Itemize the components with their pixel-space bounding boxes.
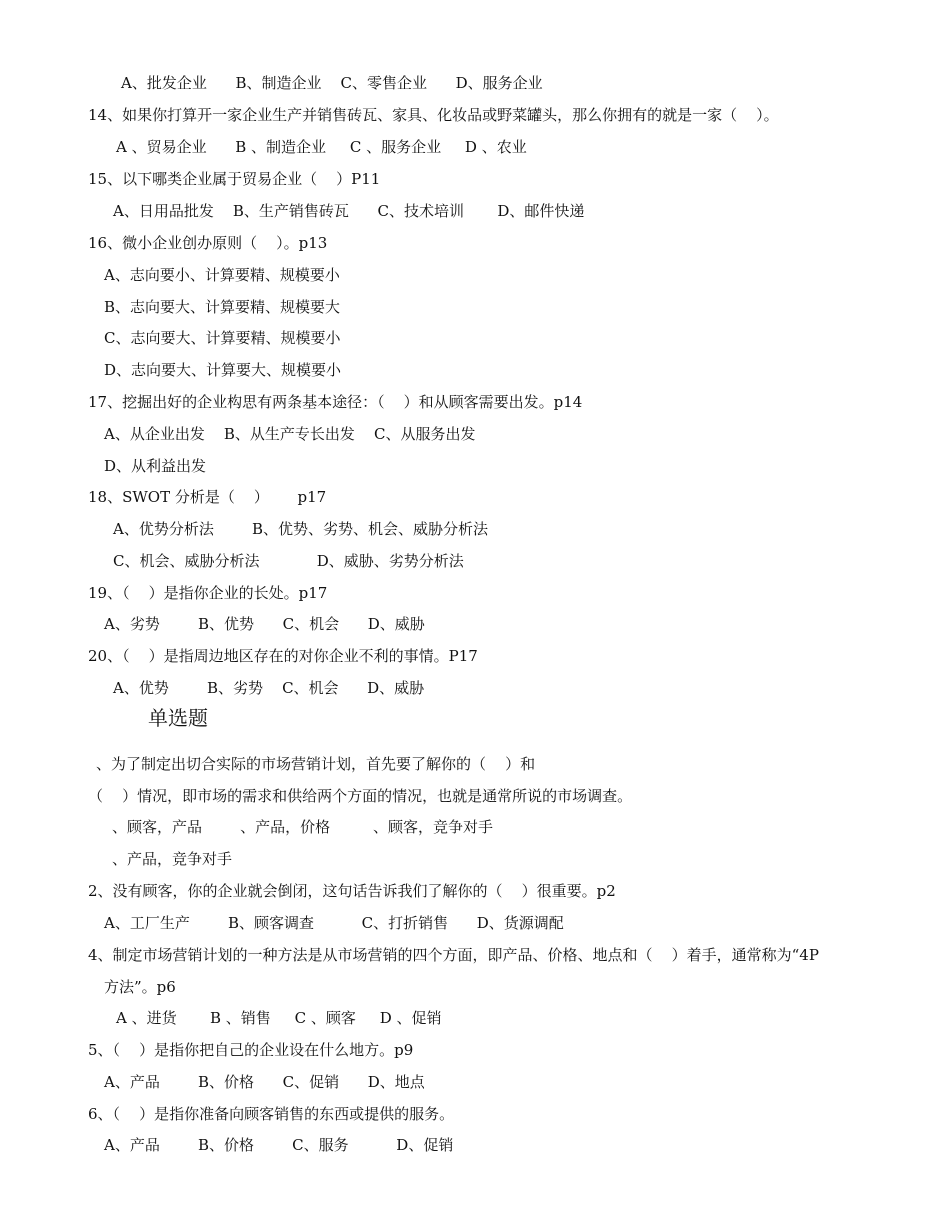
s4-question-line1: 4、制定市场营销计划的一种方法是从市场营销的四个方面，即产品、价格、地点和（ ）着手，通常称为“4P bbox=[88, 946, 819, 964]
q20-question: 20、（ ）是指周边地区存在的对你企业不利的事情。P17 bbox=[88, 647, 478, 665]
s5-options: A、产品 B、价格 C、促销 D、地点 bbox=[104, 1073, 425, 1091]
q19-question: 19、（ ）是指你企业的长处。p17 bbox=[88, 584, 328, 602]
q17-question: 17、挖掘出好的企业构思有两条基本途径：（ ）和从顾客需要出发。p14 bbox=[88, 393, 583, 411]
q16-option-a: A、志向要小、计算要精、规模要小 bbox=[104, 266, 340, 284]
s6-options: A、产品 B、价格 C、服务 D、促销 bbox=[104, 1136, 454, 1154]
section-heading: 单选题 bbox=[148, 706, 208, 730]
q18-options-ab: A、优势分析法 B、优势、劣势、机会、威胁分析法 bbox=[113, 520, 489, 538]
q18-question: 18、SWOT 分析是（ ） p17 bbox=[88, 488, 327, 506]
q13-options: A、批发企业 B、制造企业 C、零售企业 D、服务企业 bbox=[121, 74, 543, 92]
q20-options: A、优势 B、劣势 C、机会 D、威胁 bbox=[113, 679, 425, 697]
s6-question: 6、（ ）是指你准备向顾客销售的东西或提供的服务。 bbox=[88, 1105, 455, 1123]
q16-question: 16、微小企业创办原则（ ）。p13 bbox=[88, 234, 328, 252]
s1-option-d: 、产品，竞争对手 bbox=[112, 850, 233, 868]
s5-question: 5、（ ）是指你把自己的企业设在什么地方。p9 bbox=[88, 1041, 414, 1059]
q14-options: A 、贸易企业 B 、制造企业 C 、服务企业 D 、农业 bbox=[116, 138, 527, 156]
s2-options: A、工厂生产 B、顾客调查 C、打折销售 D、货源调配 bbox=[104, 914, 564, 932]
q14-question: 14、如果你打算开一家企业生产并销售砖瓦、家具、化妆品或野菜罐头，那么你拥有的就是一家（ ）。 bbox=[88, 106, 779, 124]
q19-options: A、劣势 B、优势 C、机会 D、威胁 bbox=[104, 615, 425, 633]
s1-options: 、顾客，产品 、产品，价格 、顾客，竞争对手 bbox=[112, 818, 494, 836]
q18-options-cd: C、机会、威胁分析法 D、威胁、劣势分析法 bbox=[113, 552, 464, 570]
q16-option-c: C、志向要大、计算要精、规模要小 bbox=[104, 329, 341, 347]
s1-question-line2: （ ）情况，即市场的需求和供给两个方面的情况，也就是通常所说的市场调查。 bbox=[88, 787, 633, 805]
s1-question-line1: 、为了制定出切合实际的市场营销计划，首先要了解你的（ ）和 bbox=[96, 755, 536, 773]
q15-question: 15、以下哪类企业属于贸易企业（ ）P11 bbox=[88, 170, 381, 188]
s4-question-line2: 方法”。p6 bbox=[104, 978, 176, 996]
s2-question: 2、没有顾客，你的企业就会倒闭，这句话告诉我们了解你的（ ）很重要。p2 bbox=[88, 882, 616, 900]
q17-option-d: D、从利益出发 bbox=[104, 457, 207, 475]
q16-option-b: B、志向要大、计算要精、规模要大 bbox=[104, 298, 341, 316]
s4-options: A 、进货 B 、销售 C 、顾客 D 、促销 bbox=[116, 1009, 442, 1027]
q16-option-d: D、志向要大、计算要大、规模要小 bbox=[104, 361, 342, 379]
q15-options: A、日用品批发 B、生产销售砖瓦 C、技术培训 D、邮件快递 bbox=[113, 202, 585, 220]
q17-options: A、从企业出发 B、从生产专长出发 C、从服务出发 bbox=[104, 425, 476, 443]
